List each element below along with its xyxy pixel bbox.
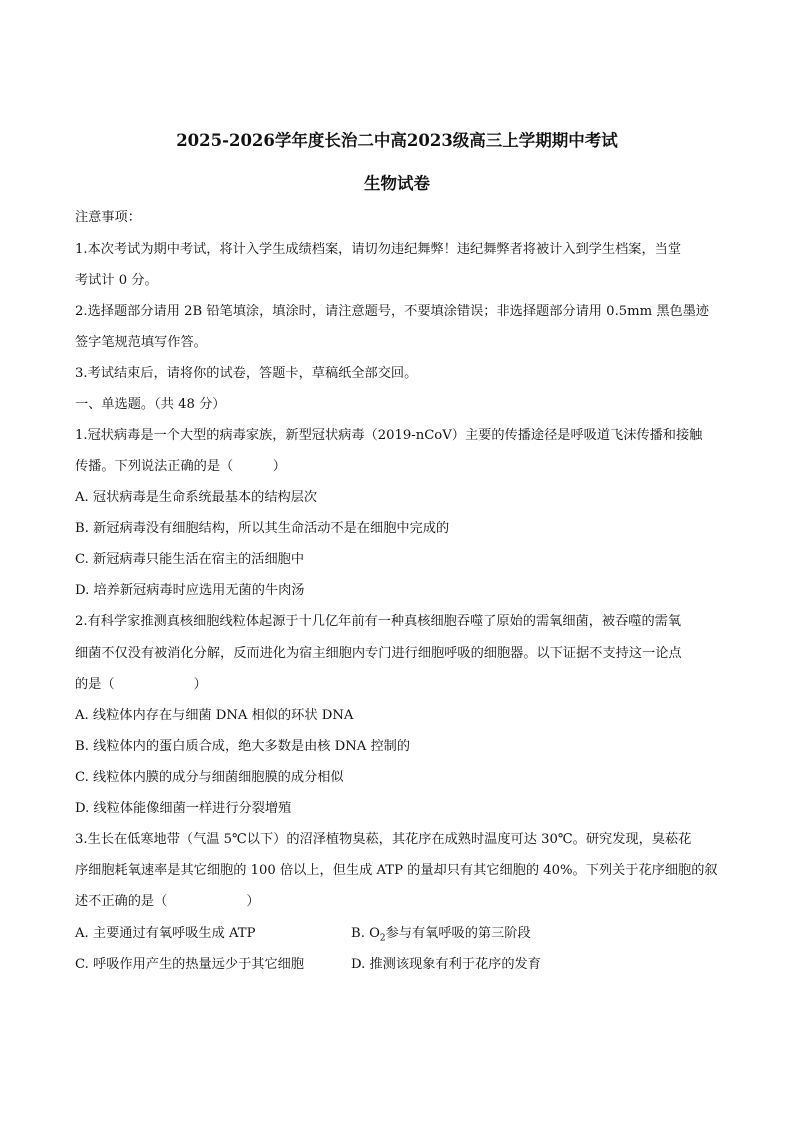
q2-stem-line-2: 细菌不仅没有被消化分解，反而进化为宿主细胞内专门进行细胞呼吸的细胞器。以下证据不支持这一论点 [75,646,682,661]
notice-item-1-line-1: 1.本次考试为期中考试，将计入学生成绩档案，请切勿违纪舞弊！违纪舞弊者将被计入到学生档案，当堂 [75,242,682,257]
q1-stem-line-2: 传播。下列说法正确的是（ ） [75,459,286,474]
q1-option-c: C. 新冠病毒只能生活在宿主的活细胞中 [75,552,305,567]
q2-stem-line-3: 的是（ ） [75,677,207,692]
q3-option-d: D. 推测该现象有利于花序的发育 [351,957,541,972]
notice-item-2-line-1: 2.选择题部分请用 2B 铅笔填涂，填涂时，请注意题号，不要填涂错误；非选择题部分请用 0.5mm 黑色墨迹 [75,304,710,319]
q3-stem-line-3: 述不正确的是（ ） [75,894,260,909]
exam-title: 2025-2026学年度长治二中高2023级高三上学期期中考试 [176,131,618,150]
q3-option-b [351,925,531,948]
subject-title: 生物试卷 [364,174,430,193]
notice-item-1-line-2: 考试计 0 分。 [75,273,158,288]
q2-option-a: A. 线粒体内存在与细菌 DNA 相似的环状 DNA [75,708,354,723]
q2-option-b: B. 线粒体内的蛋白质合成，绝大多数是由核 DNA 控制的 [75,739,411,754]
q2-option-d: D. 线粒体能像细菌一样进行分裂增殖 [75,801,292,816]
q3-stem-line-1: 3.生长在低寒地带（气温 5℃以下）的沼泽植物臭菘，其花序在成熟时温度可达 30℃。研究发现，臭菘花 [75,832,692,847]
q3-option-c: C. 呼吸作用产生的热量远少于其它细胞 [75,957,305,972]
section-heading: 一、单选题。（共 48 分） [75,397,226,412]
q1-stem-line-1: 1.冠状病毒是一个大型的病毒家族，新型冠状病毒（2019-nCoV）主要的传播途径是呼吸道飞沫传播和接触 [75,428,703,443]
q2-stem-line-1: 2.有科学家推测真核细胞线粒体起源于十几亿年前有一种真核细胞吞噬了原始的需氧细菌，被吞噬的需氧 [75,614,682,629]
q3-option-a: A. 主要通过有氧呼吸生成 ATP [75,926,256,941]
q1-option-a: A. 冠状病毒是生命系统最基本的结构层次 [75,490,318,505]
q3-stem-line-2: 序细胞耗氧速率是其它细胞的 100 倍以上，但生成 ATP 的量却只有其它细胞的 40%。下列关于花序细胞的叙 [75,863,718,878]
q1-option-b: B. 新冠病毒没有细胞结构，所以其生命活动不是在细胞中完成的 [75,521,450,536]
notice-heading: 注意事项： [75,210,141,225]
q3-option-b-suffix: 参与有氧呼吸的第三阶段 [385,926,531,941]
notice-item-2-line-2: 签字笔规范填写作答。 [75,335,207,350]
q3-option-b-prefix: B. O [351,926,380,941]
q1-option-d: D. 培养新冠病毒时应选用无菌的牛肉汤 [75,583,305,598]
notice-item-3: 3.考试结束后，请将你的试卷，答题卡，草稿纸全部交回。 [75,366,418,381]
q2-option-c: C. 线粒体内膜的成分与细菌细胞膜的成分相似 [75,770,344,785]
q3-option-b-subscript: 2 [379,933,386,944]
